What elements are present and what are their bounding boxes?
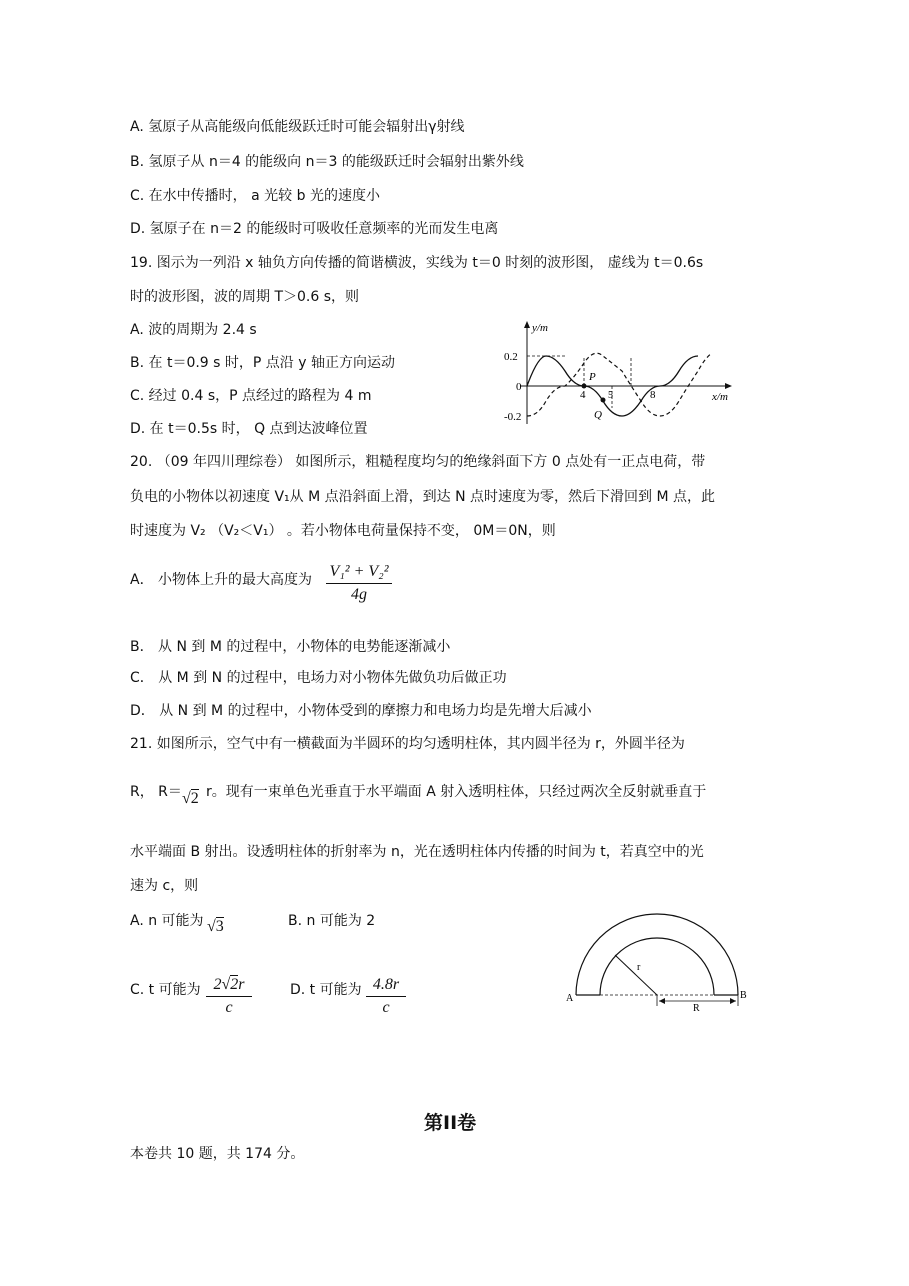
q20-option-b: B． 从 N 到 M 的过程中，小物体的电势能逐渐减小 [130,639,451,655]
q20-option-a-denominator: 4g [351,586,367,603]
q21-option-c-text: C. t 可能为 [130,982,201,998]
q19-stem-line-1: 19. 图示为一列沿 x 轴负方向传播的简谐横波，实线为 t＝0 时刻的波形图， 虚线为 t＝0.6s [130,255,704,271]
point-q-dot [601,398,606,403]
semicircle-ring-diagram [560,900,760,1020]
wave-graph [490,318,740,430]
y-tick-0: 0 [516,381,522,393]
q20-option-d: D． 从 N 到 M 的过程中，小物体受到的摩擦力和电场力均是先增大后减小 [130,703,592,719]
label-r: r [637,962,641,973]
q19-option-a: A. 波的周期为 2.4 s [130,322,257,338]
point-q-label: Q [594,409,602,421]
q21-option-d-text: D. t 可能为 [290,982,362,998]
q20-option-c: C． 从 M 到 N 的过程中，电场力对小物体先做负功后做正功 [130,670,507,686]
section-intro: 本卷共 10 题，共 174 分。 [130,1146,305,1162]
q19-option-d: D. 在 t＝0.5s 时， Q 点到达波峰位置 [130,421,368,437]
q20-option-a-numerator: V₁² + V₂² [329,563,389,580]
q18-option-d: D. 氢原子在 n＝2 的能级时可吸收任意频率的光而发生电离 [130,221,499,237]
q18-option-a: A. 氢原子从高能级向低能级跃迁时可能会辐射出γ射线 [130,119,465,135]
q20-stem-line-3: 时速度为 V₂ （V₂＜V₁） 。若小物体电荷量保持不变， 0M＝0N，则 [130,523,556,539]
x-tick-8: 8 [650,389,656,401]
label-R: R [693,1003,700,1014]
q21-stem-line-1: 21. 如图所示，空气中有一横截面为半圆环的均匀透明柱体，其内圆半径为 r，外圆半径为 [130,736,685,752]
q21-stem-line-2a: R， R＝ [130,784,182,800]
y-tick-neg0.2: -0.2 [504,411,522,423]
inner-arc [600,938,714,995]
section-title: 第II卷 [424,1112,477,1134]
q20-option-a-fraction [326,562,392,605]
q21-option-d-fraction [366,975,406,1018]
wave-dashed-t06 [527,353,712,416]
x-tick-5: 5 [608,390,613,401]
x-axis-label: x/m [712,391,728,403]
y-axis-label: y/m [532,322,548,334]
fraction-bar [326,583,392,584]
q21-option-a-text: A. n 可能为 [130,913,204,929]
q19-stem-line-2: 时的波形图，波的周期 T＞0.6 s，则 [130,289,360,305]
x-axis-arrow [725,383,732,389]
q21-option-c-fraction [206,975,252,1018]
q21-option-a-sqrt: √3 [207,918,224,935]
q20-option-a-text: A． 小物体上升的最大高度为 [130,572,313,588]
q18-option-b: B. 氢原子从 n＝4 的能级向 n＝3 的能级跃迁时会辐射出紫外线 [130,154,524,170]
q21-stem-line-2b: r。现有一束单色光垂直于水平端面 A 射入透明柱体，只经过两次全反射就垂直于 [206,784,707,800]
radius-r-line [615,955,657,995]
label-b: B [740,990,747,1001]
sqrt-icon: √ [182,790,191,807]
sqrt-icon: √ [221,976,231,993]
x-tick-4: 4 [580,389,586,401]
label-a: A [566,993,574,1004]
q21-option-c-numerator: 2√2r [213,976,245,993]
q21-option-b: B. n 可能为 2 [288,913,376,929]
sqrt-icon: √ [207,918,216,935]
q20-stem-line-1: 20. （09 年四川理综卷） 如图所示，粗糙程度均匀的绝缘斜面下方 0 点处有一正点电荷，带 [130,454,706,470]
q21-stem-line-3: 水平端面 B 射出。设透明柱体的折射率为 n，光在透明柱体内传播的时间为 t，若真空中的光 [130,844,704,860]
point-p-label: P [589,371,596,383]
q21-sqrt-2: √2 [182,790,199,807]
q18-option-c: C. 在水中传播时， a 光较 b 光的速度小 [130,188,380,204]
outer-arc [576,914,738,995]
q21-option-d-numerator: 4.8r [372,976,400,993]
dim-arrow-left [659,998,665,1004]
dim-arrow-right [730,998,736,1004]
fraction-bar [366,996,406,997]
q19-option-c: C. 经过 0.4 s，P 点经过的路程为 4 m [130,388,372,404]
q21-option-d-denominator: c [382,999,390,1016]
fraction-bar [206,996,252,997]
q21-option-c-denominator: c [225,999,233,1016]
y-tick-0.2: 0.2 [504,351,518,363]
q21-stem-line-4: 速为 c，则 [130,878,199,894]
y-axis-arrow [524,321,530,328]
q20-stem-line-2: 负电的小物体以初速度 V₁从 M 点沿斜面上滑，到达 N 点时速度为零，然后下滑回到 M 点，此 [130,489,715,505]
q19-option-b: B. 在 t＝0.9 s 时，P 点沿 y 轴正方向运动 [130,355,395,371]
point-p-dot [582,384,587,389]
